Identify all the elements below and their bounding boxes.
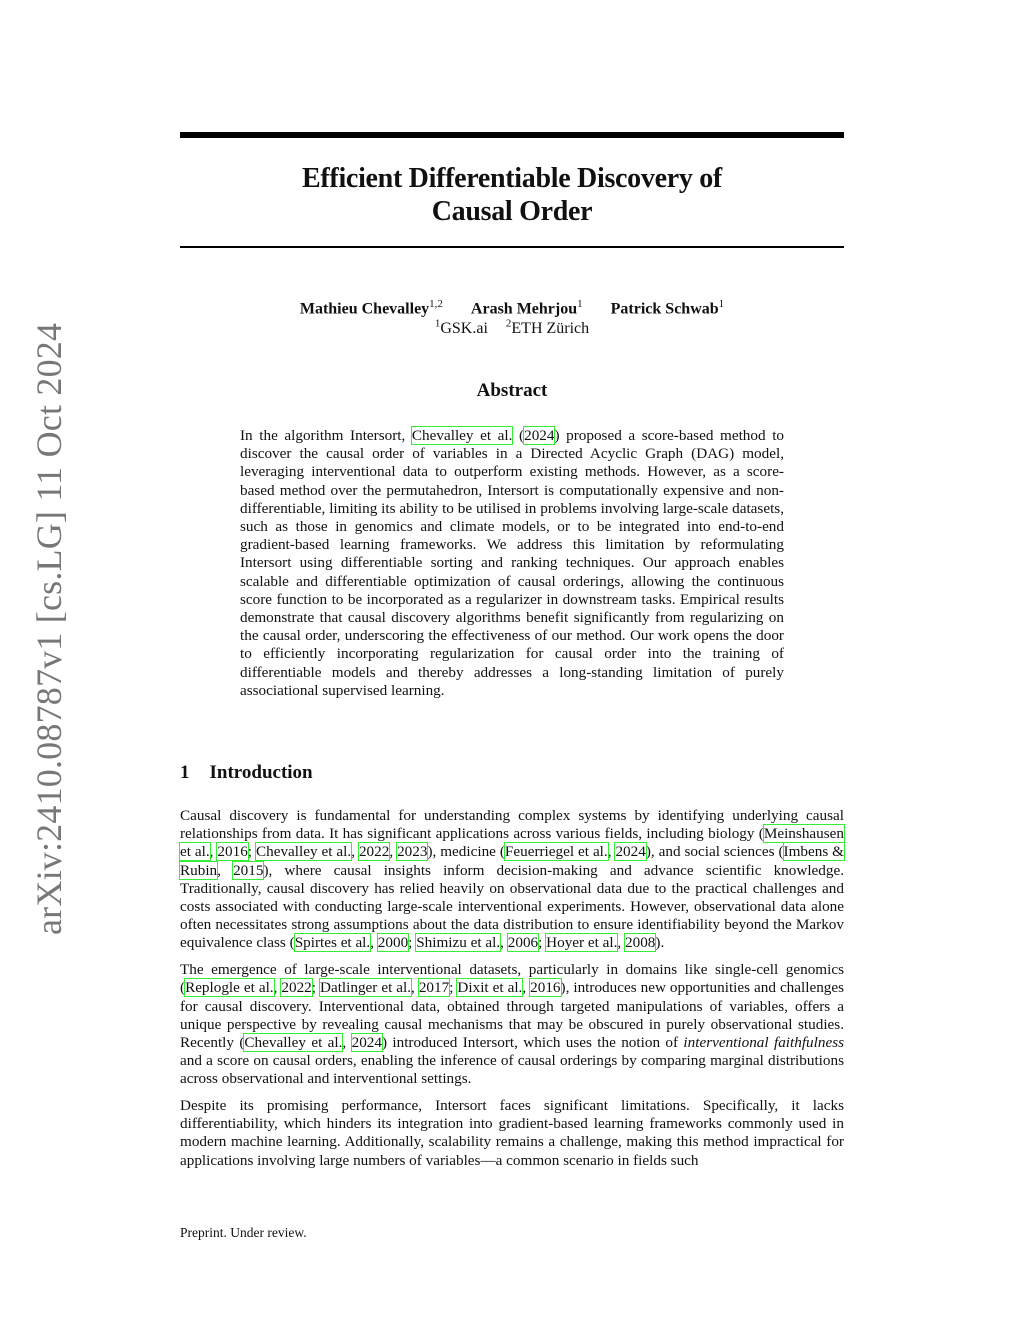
affiliations (180, 314, 844, 339)
title-line-1: Efficient Differentiable Discovery of (302, 163, 722, 194)
citation-link[interactable]: Feuerriegel et al. (504, 843, 608, 861)
affiliation: $^1$GSK.ai (434, 318, 488, 338)
citation-link[interactable]: 2024 (615, 843, 646, 861)
author: Arash Mehrjou$^1$ (470, 298, 583, 318)
citation-link[interactable]: Datlinger et al. (319, 979, 412, 997)
citation-link[interactable]: Shimizu et al. (416, 934, 501, 952)
paragraph: Causal discovery is fundamental for understanding complex systems by identifying underlying causal relationships from data. It has significant applications across various fields, including biology (Meinshausen et al., 2016; Chevalley et al., 2022, 2023), medicine (Feuerriegel et al., 2024), and social sciences (Imbens & Rubin, 2015), where causal insights inform decision-making and advance scientific knowledge. Traditionally, causal discovery has relied heavily on observational data due to the practical challenges and costs associated with conducting large-scale interventional experiments. However, observational data alone often necessitates strong assumptions about the data distribution to ensure identifiability beyond the Markov equivalence class (Spirtes et al., 2000; Shimizu et al., 2006; Hoyer et al., 2008). (180, 807, 845, 952)
citation-link[interactable]: 2017 (418, 979, 450, 997)
citation-link[interactable]: Chevalley et al. (244, 1033, 343, 1051)
title-top-rule (180, 132, 844, 138)
citation-link[interactable]: 2022 (281, 979, 312, 997)
citation-link[interactable]: 2016 (530, 979, 561, 997)
citation-link[interactable]: Chevalley et al. (255, 843, 352, 861)
affiliation: $^2$ETH Zürich (505, 318, 590, 338)
citation-link[interactable]: 2024 (524, 427, 555, 444)
citation-link[interactable]: Replogle et al. (185, 979, 274, 997)
footer-note: Preprint. Under review. (180, 1225, 307, 1240)
citation-link[interactable]: 2008 (625, 934, 656, 952)
title-bottom-rule (180, 246, 844, 248)
citation-link[interactable]: 2022 (358, 843, 390, 861)
body-text (180, 807, 844, 1178)
citation-link[interactable]: 2016 (217, 843, 248, 861)
emphasis: interventional faithfulness (683, 1033, 845, 1051)
arxiv-identifier: arXiv:2410.08787v1 [cs.LG] 11 Oct 2024 (29, 322, 69, 935)
citation-link[interactable]: Meinshausen et al. (180, 825, 844, 861)
citation-link[interactable]: Spirtes et al. (294, 934, 371, 952)
paper-title (180, 162, 844, 228)
section-title: Introduction (209, 762, 313, 783)
paragraph: The emergence of large-scale interventional datasets, particularly in domains like single-cell genomics (Replogle et al., 2022; Datlinger et al., 2017; Dixit et al., 2016), introduces new opportunities and challenges for causal discovery. Interventional data, obtained through targeted manipulations of variables, offers a unique perspective by revealing causal mechanisms that may be obscured in purely observational studies. Recently (Chevalley et al., 2024) introduced Intersort, which uses the notion of interventional faithfulness and a score on causal orders, enabling the inference of causal orderings by comparing marginal distributions across observational and interventional settings. (180, 961, 845, 1088)
citation-link[interactable]: Hoyer et al. (546, 934, 618, 952)
citation-link[interactable]: 2024 (351, 1033, 382, 1051)
abstract-heading: Abstract (476, 380, 548, 401)
author: Patrick Schwab$^1$ (610, 298, 725, 318)
citation-link[interactable]: 2023 (397, 843, 428, 861)
citation-link[interactable]: Dixit et al. (457, 979, 523, 997)
abstract-text: In the algorithm Intersort, Chevalley et al. (2024) proposed a score-based method to discover the causal order of variables in a Directed Acyclic Graph (DAG) model, leveraging interventional data to outperform existing methods. However, as a score-based method over the permutahedron, Intersort is computationally expensive and non-differentiable, limiting its ability to be utilised in problems involving large-scale datasets, such as those in genomics and climate models, or to be integrated into end-to-end gradient-based learning frameworks. We address this limitation by reformulating Intersort using differentiable sorting and ranking techniques. Our approach enables scalable and differentiable optimization of causal orderings, allowing the continuous score function to be incorporated as a regularizer in downstream tasks. Empirical results demonstrate that causal discovery algorithms benefit significantly from regularizing on the causal order, underscoring the effectiveness of our method. Our work opens the door to efficiently incorporating regularization for causal order into the training of differentiable models and thereby addresses a long-standing limitation of purely associational supervised learning. (240, 427, 785, 699)
author: Mathieu Chevalley$^{1,2}$ (299, 298, 443, 318)
citation-link[interactable]: Chevalley et al. (411, 427, 513, 444)
section-number: 1 (180, 762, 190, 783)
title-line-2: Causal Order (431, 196, 593, 227)
citation-link[interactable]: Imbens & Rubin (180, 843, 844, 879)
citation-link[interactable]: 2015 (233, 861, 264, 879)
paragraph: Despite its promising performance, Intersort faces significant limitations. Specifically, it lacks differentiability, which hinders its integration into gradient-based learning frameworks commonly used in modern machine learning. Additionally, scalability remains a challenge, making this method impractical for applications involving large numbers of variables—a common scenario in fields such (180, 1097, 844, 1169)
citation-link[interactable]: 2000 (377, 934, 409, 952)
citation-link[interactable]: 2006 (507, 934, 539, 952)
section-heading (180, 762, 313, 784)
